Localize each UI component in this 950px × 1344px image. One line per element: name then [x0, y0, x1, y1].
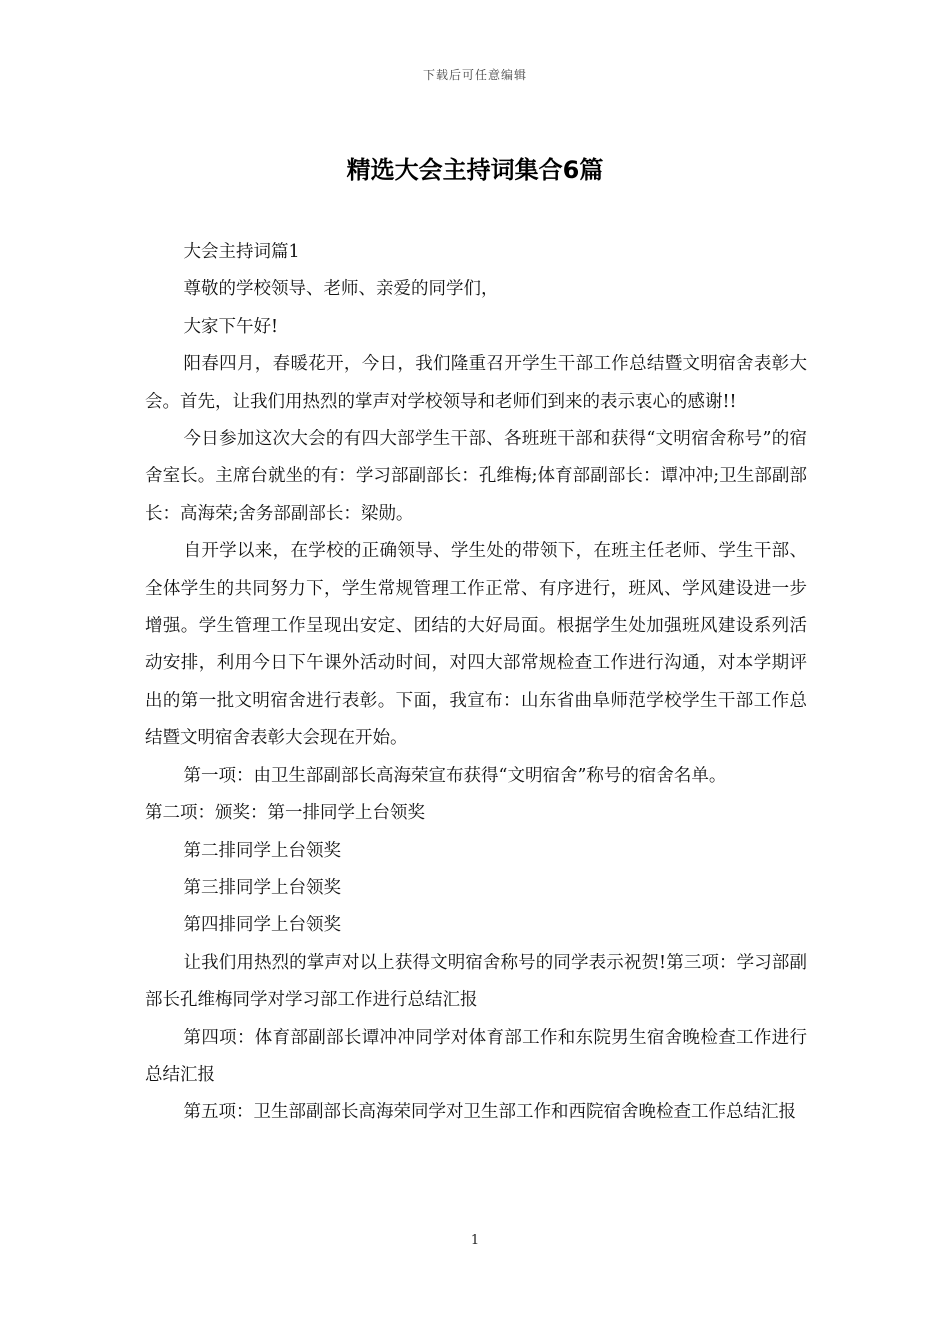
document-title: 精选大会主持词集合6篇: [346, 156, 604, 184]
paragraph-row-4: 第四排同学上台领奖: [183, 915, 341, 936]
paragraph-item-3: 让我们用热烈的掌声对以上获得文明宿舍称号的同学表示祝贺!第三项：学习部副部长孔维梅同学对学习部工作进行总结汇报: [145, 952, 807, 1011]
paragraph-section-heading: 大会主持词篇1: [183, 242, 300, 262]
paragraph-item-2: 第二项：颁奖：第一排同学上台领奖: [145, 803, 425, 824]
paragraph-attendees: 今日参加这次大会的有四大部学生干部、各班班干部和获得“文明宿舍称号”的宿舍室长。主席台就坐的有：学习部副部长：孔维梅;体育部副部长：谭冲冲;卫生部副部长：高海荣;舍务部副部长：梁勋。: [145, 429, 807, 524]
paragraph-opening: 阳春四月，春暖花开，今日，我们隆重召开学生干部工作总结暨文明宿舍表彰大会。首先，让我们用热烈的掌声对学校领导和老师们到来的表示衷心的感谢!!: [145, 354, 807, 412]
header-note: 下载后可任意编辑: [422, 68, 527, 82]
paragraph-item-5: 第五项：卫生部副部长高海荣同学对卫生部工作和西院宿舍晚检查工作总结汇报: [183, 1102, 796, 1123]
paragraph-row-2: 第二排同学上台领奖: [183, 840, 341, 861]
document-body: [145, 234, 807, 1132]
paragraph-row-3: 第三排同学上台领奖: [183, 877, 341, 898]
paragraph-greeting: 大家下午好!: [183, 316, 279, 337]
paragraph-item-1: 第一项：由卫生部副部长高海荣宣布获得“文明宿舍”称号的宿舍名单。: [183, 765, 727, 786]
page-number: 1: [470, 1233, 480, 1248]
paragraph-item-4: 第四项：体育部副部长谭冲冲同学对体育部工作和东院男生宿舍晚检查工作进行总结汇报: [145, 1027, 807, 1085]
paragraph-salutation: 尊敬的学校领导、老师、亲爱的同学们，: [183, 279, 499, 300]
paragraph-summary: 自开学以来，在学校的正确领导、学生处的带领下，在班主任老师、学生干部、全体学生的共同努力下，学生常规管理工作正常、有序进行，班风、学风建设进一步增强。学生管理工作呈现出安定、团结的大好局面。根据学生处加强班风建设系列活动安排，利用今日下午课外活动时间，对四大部常规检查工作进行沟通，对本学期评出的第一批文明宿舍进行表彰。下面，我宣布：山东省曲阜师范学校学生干部工作总结暨文明宿舍表彰大会现在开始。: [145, 541, 807, 749]
